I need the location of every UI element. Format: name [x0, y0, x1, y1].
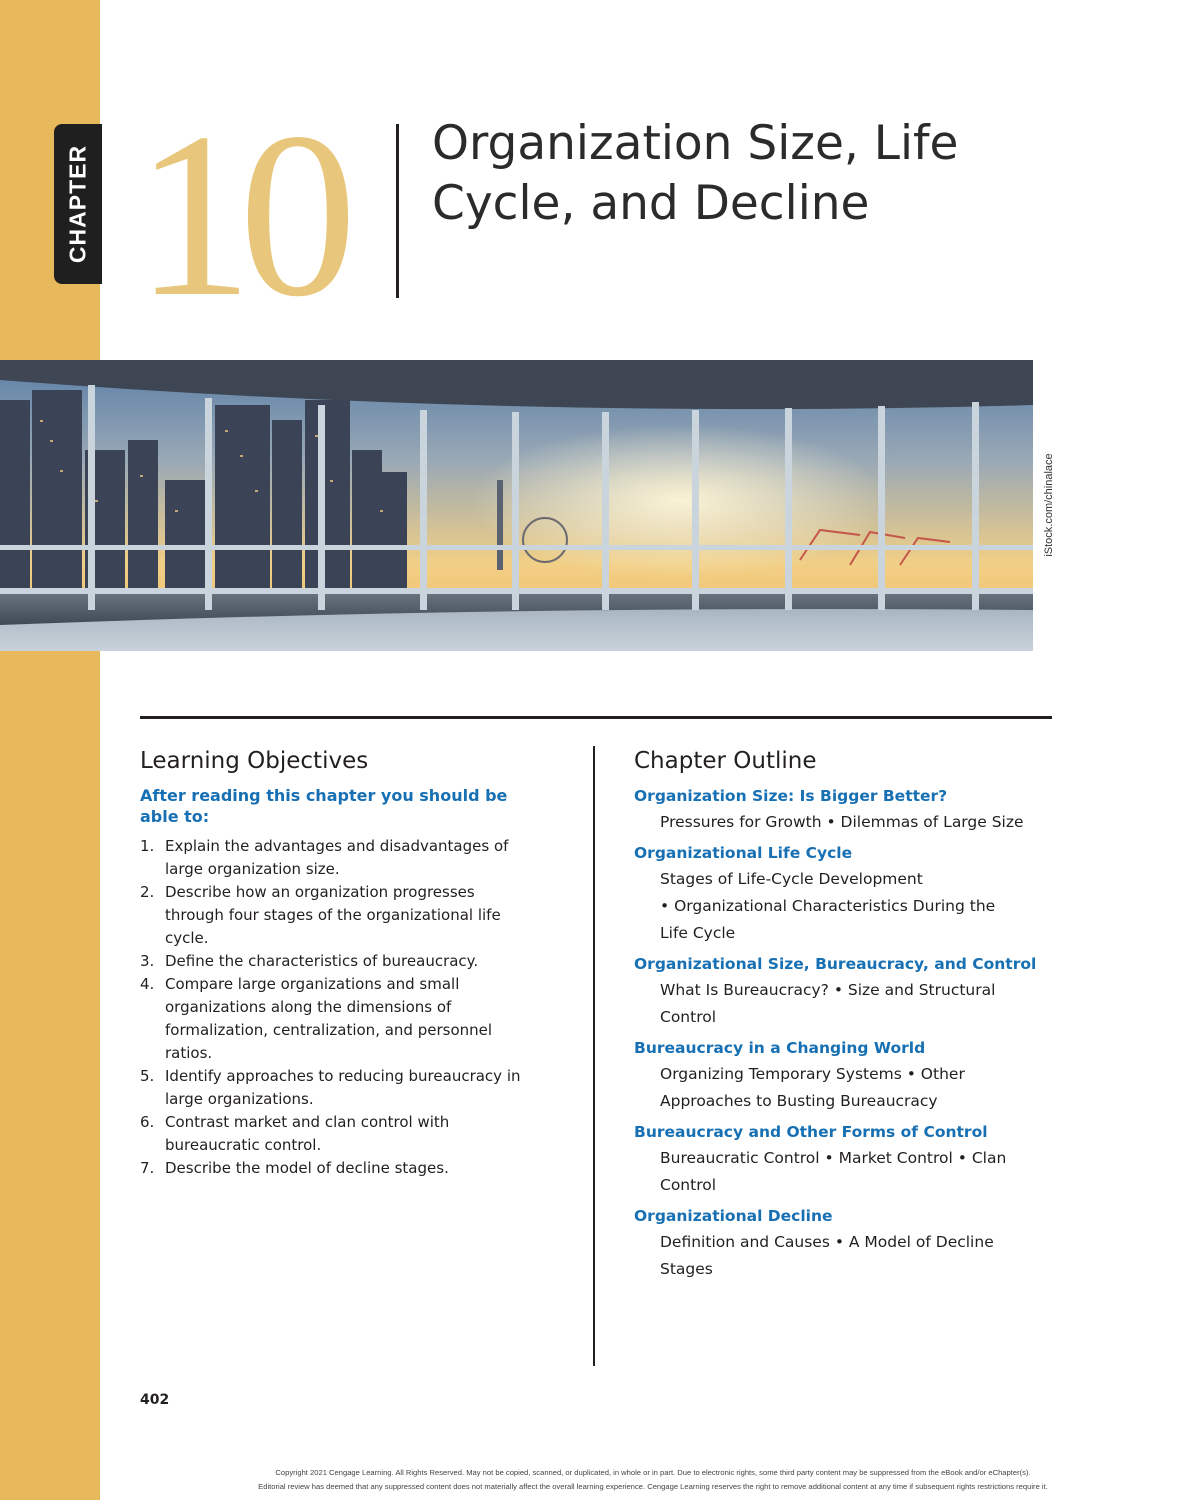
title-divider [396, 124, 399, 298]
learning-objectives-intro [140, 785, 560, 827]
intro-line: After reading this chapter you should be [140, 786, 508, 805]
outline-list [634, 785, 1064, 1283]
objective-number: 3. [140, 952, 155, 970]
outline-subtopic-line: Bureaucratic Control • Market Control • Clan [660, 1149, 1007, 1167]
learning-objectives-heading: Learning Objectives [140, 748, 369, 774]
chapter-number: 10 [135, 85, 343, 346]
outline-section-title: Bureaucracy in a Changing World [634, 1039, 926, 1057]
chapter-outline [634, 746, 1064, 1283]
outline-subtopic-line: Stages of Life-Cycle Development [660, 870, 923, 888]
outline-section-title: Organizational Life Cycle [634, 844, 853, 862]
column-divider [593, 746, 595, 1366]
chapter-tab [54, 124, 102, 284]
outline-subtopics [634, 809, 1064, 836]
learning-objectives [140, 746, 560, 1180]
objective-text-line: Contrast market and clan control with [165, 1113, 450, 1131]
copyright-line: Copyright 2021 Cengage Learning. All Rights Reserved. May not be copied, scanned, or duplicated, in whole or in part. Due to electronic rights, some third party content may be suppressed from the eBook and/or eChapter(s). [275, 1468, 1031, 1477]
outline-subtopic-line: Pressures for Growth • Dilemmas of Large Size [660, 813, 1024, 831]
outline-subtopic-line: Control [660, 1176, 717, 1194]
objective-text-line: cycle. [165, 929, 209, 947]
outline-subtopic-line: Organizing Temporary Systems • Other [660, 1065, 965, 1083]
chapter-opener-photo [0, 360, 1033, 651]
outline-subtopics [634, 1061, 1064, 1115]
objective-text-line: Explain the advantages and disadvantages of [165, 837, 509, 855]
page-number: 402 [140, 1392, 170, 1408]
outline-subtopic-line: Approaches to Busting Bureaucracy [660, 1092, 938, 1110]
chapter-title [432, 114, 1072, 234]
intro-line: able to: [140, 807, 210, 826]
objective-text-line: ratios. [165, 1044, 213, 1062]
outline-subtopics [634, 866, 1064, 947]
objective-item [140, 1111, 560, 1157]
outline-section-title: Organizational Decline [634, 1207, 833, 1225]
objective-text-line: bureaucratic control. [165, 1136, 322, 1154]
objective-item [140, 1065, 560, 1111]
outline-subtopic-line: • Organizational Characteristics During the [660, 897, 996, 915]
chapter-title-line: Organization Size, Life [432, 116, 959, 171]
chapter-outline-heading: Chapter Outline [634, 748, 817, 774]
objective-text-line: Define the characteristics of bureaucracy. [165, 952, 479, 970]
outline-subtopic-line: Life Cycle [660, 924, 736, 942]
objective-text-line: Describe how an organization progresses [165, 883, 475, 901]
chapter-tab-label: CHAPTER [64, 144, 91, 264]
objective-number: 2. [140, 883, 155, 901]
objective-number: 6. [140, 1113, 155, 1131]
objective-item [140, 835, 560, 881]
copyright-notice [108, 1466, 1198, 1494]
photo-credit-text: iStock.com/chinalace [1043, 453, 1055, 557]
objectives-list [140, 835, 560, 1180]
objective-text-line: organizations along the dimensions of [165, 998, 452, 1016]
outline-subtopics [634, 977, 1064, 1031]
outline-subtopics [634, 1229, 1064, 1283]
outline-subtopic-line: Definition and Causes • A Model of Decline [660, 1233, 994, 1251]
objective-text-line: formalization, centralization, and personnel [165, 1021, 493, 1039]
outline-section-title: Organization Size: Is Bigger Better? [634, 787, 948, 805]
objective-number: 4. [140, 975, 155, 993]
objective-text-line: large organization size. [165, 860, 340, 878]
photo-credit [1042, 360, 1056, 651]
objective-number: 1. [140, 837, 155, 855]
objective-text-line: large organizations. [165, 1090, 314, 1108]
objective-item [140, 950, 560, 973]
section-divider [140, 716, 1052, 719]
chapter-title-line: Cycle, and Decline [432, 176, 870, 231]
outline-subtopic-line: Stages [660, 1260, 713, 1278]
objective-text-line: Identify approaches to reducing bureaucracy in [165, 1067, 521, 1085]
objective-number: 5. [140, 1067, 155, 1085]
outline-subtopics [634, 1145, 1064, 1199]
objective-item [140, 973, 560, 1065]
outline-section-title: Organizational Size, Bureaucracy, and Control [634, 955, 1037, 973]
objective-text-line: Describe the model of decline stages. [165, 1159, 449, 1177]
objective-item [140, 881, 560, 950]
copyright-line: Editorial review has deemed that any suppressed content does not materially affect the overall learning experience. Cengage Learning reserves the right to remove additional content at any time if subsequent rights restrictions require it. [258, 1482, 1048, 1491]
objective-text-line: Compare large organizations and small [165, 975, 460, 993]
outline-section-title: Bureaucracy and Other Forms of Control [634, 1123, 988, 1141]
outline-subtopic-line: What Is Bureaucracy? • Size and Structural [660, 981, 996, 999]
outline-subtopic-line: Control [660, 1008, 717, 1026]
objective-number: 7. [140, 1159, 155, 1177]
objective-item [140, 1157, 560, 1180]
objective-text-line: through four stages of the organizational life [165, 906, 501, 924]
